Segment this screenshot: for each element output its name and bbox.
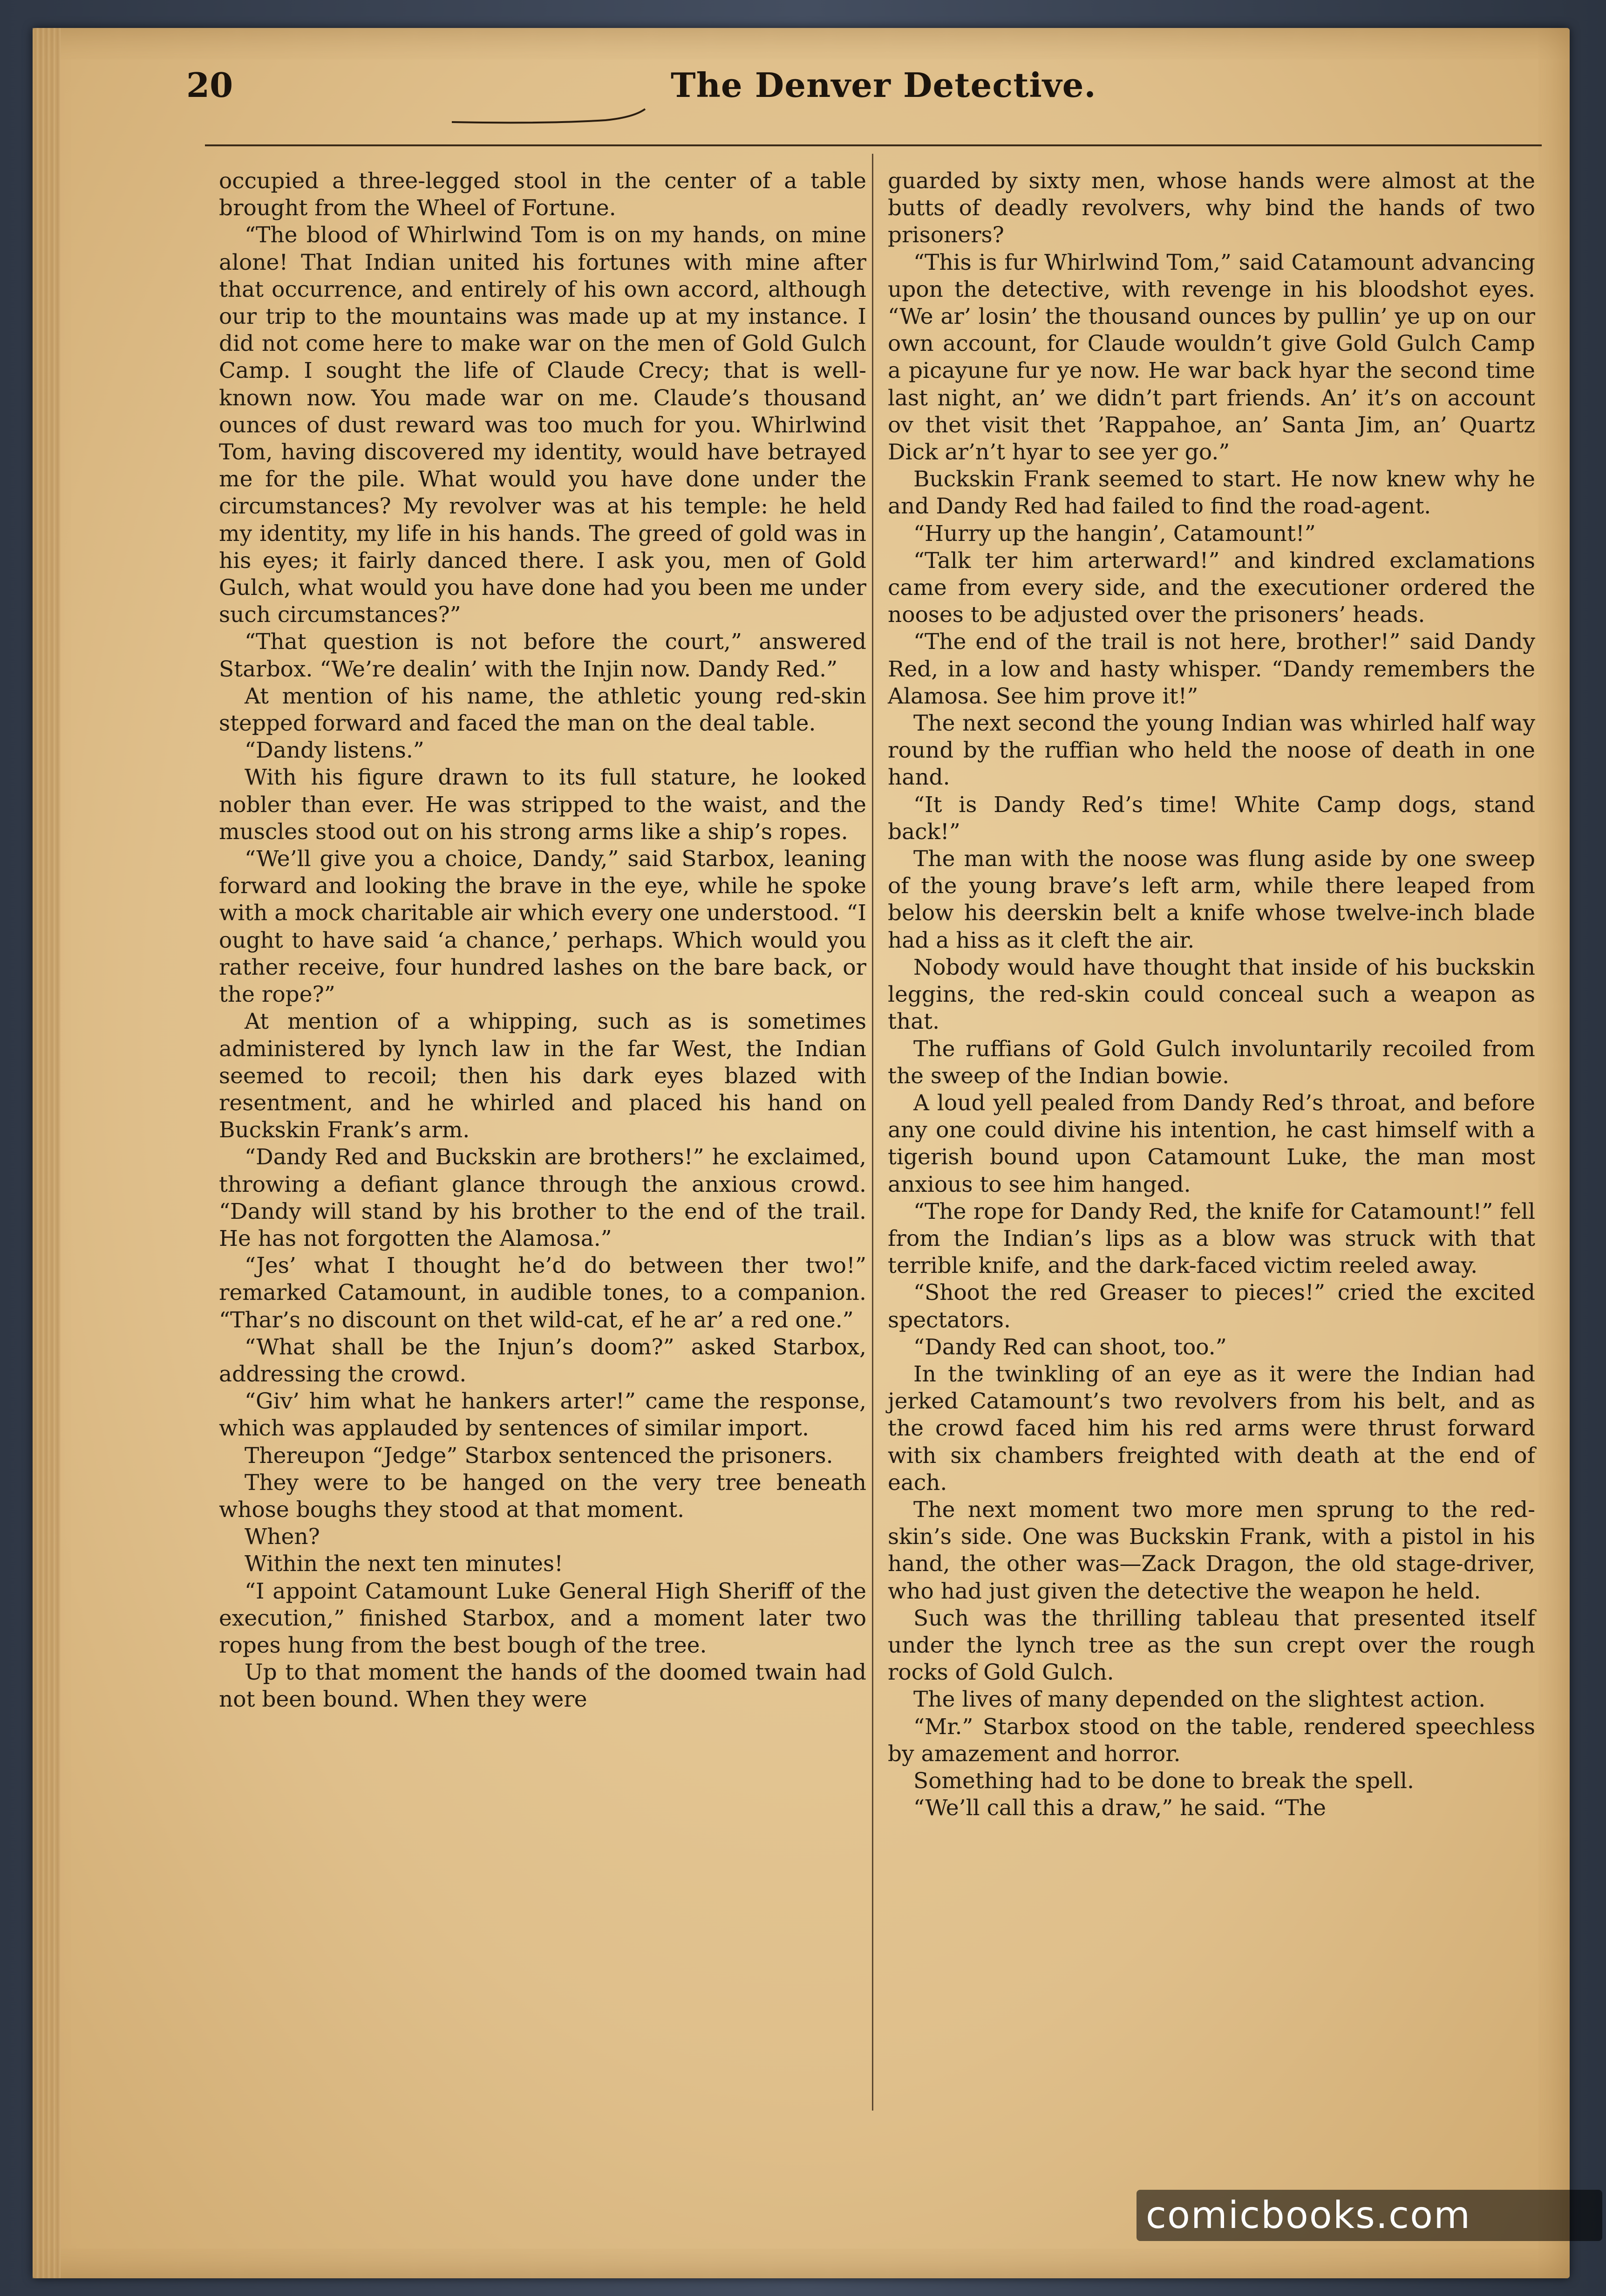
page-header xyxy=(186,56,1537,126)
paragraph: They were to be hanged on the very tree beneath whose boughs they stood at that moment. xyxy=(219,1469,866,1523)
paragraph: “That question is not before the court,” answered Starbox. “We’re dealin’ with the Injin now. Dandy Red.” xyxy=(219,629,866,682)
left-column xyxy=(219,168,866,1714)
column-divider xyxy=(872,154,873,2111)
paragraph: “The rope for Dandy Red, the knife for Catamount!” fell from the Indian’s lips as a blow was struck with that terrible knife, and the dark-faced victim reeled away. xyxy=(888,1198,1535,1279)
page-number: 20 xyxy=(186,65,233,105)
watermark xyxy=(1136,2190,1602,2241)
paragraph: Nobody would have thought that inside of his buckskin leggins, the red-skin could conceal such a weapon as that. xyxy=(888,954,1535,1035)
paragraph: occupied a three-legged stool in the center of a table brought from the Wheel of Fortune. xyxy=(219,168,866,221)
paragraph: “Shoot the red Greaser to pieces!” cried the excited spectators. xyxy=(888,1280,1535,1333)
paragraph: The next second the young Indian was whirled half way round by the ruffian who held the noose of death in one hand. xyxy=(888,711,1535,791)
paragraph: In the twinkling of an eye as it were the Indian had jerked Catamount’s two revolvers from his belt, and as the crowd faced him his red arms were thrust forward with six chambers freighted with death at the end of each. xyxy=(888,1361,1535,1496)
paragraph: Something had to be done to break the spell. xyxy=(913,1768,1414,1794)
paragraph: Buckskin Frank seemed to start. He now knew why he and Dandy Red had failed to find the road-agent. xyxy=(888,466,1535,519)
paragraph: “Dandy Red can shoot, too.” xyxy=(913,1334,1227,1360)
paragraph: Up to that moment the hands of the doomed twain had not been bound. When they were xyxy=(219,1660,866,1713)
paragraph: “I appoint Catamount Luke General High Sheriff of the execution,” finished Starbox, and a moment later two ropes hung from the best bough of the tree. xyxy=(219,1578,866,1658)
paragraph: “Talk ter him arterward!” and kindred exclamations came from every side, and the executioner ordered the nooses to be adjusted over the prisoners’ heads. xyxy=(888,547,1535,628)
running-title: The Denver Detective. xyxy=(671,65,1096,105)
paragraph: “It is Dandy Red’s time! White Camp dogs, stand back!” xyxy=(888,792,1535,845)
paragraph: “The blood of Whirlwind Tom is on my hands, on mine alone! That Indian united his fortunes with mine after that occurrence, and entirely of his own accord, although our trip to the mountains was made up at my instance. I did not come here to make war on the men of Gold Gulch Camp. I sought the life of Claude Crecy; that is well-known now. You made war on me. Claude’s thousand ounces of dust reward was too much for you. Whirlwind Tom, having discovered my identity, would have betrayed me for the pile. What would you have done under the circumstances? My revolver was at his temple: he held my identity, my life in his hands. The greed of gold was in his eyes; it fairly danced there. I ask you, men of Gold Gulch, what would you have done had you been me under such circumstances?” xyxy=(219,222,866,628)
paragraph: The man with the noose was flung aside by one sweep of the young brave’s left arm, while there leaped from below his deerskin belt a knife whose twelve-inch blade had a hiss as it cleft the air. xyxy=(888,846,1535,953)
paragraph: guarded by sixty men, whose hands were almost at the butts of deadly revolvers, why bind the hands of two prisoners? xyxy=(888,168,1535,248)
paragraph: The next moment two more men sprung to the red-skin’s side. One was Buckskin Frank, with a pistol in his hand, the other was—Zack Dragon, the old stage-driver, who had just given the detective the weapon he held. xyxy=(888,1496,1535,1604)
paragraph: “We’ll give you a choice, Dandy,” said Starbox, leaning forward and looking the brave in the eye, while he spoke with a mock charitable air which every one understood. “I ought to have said ‘a chance,’ perhaps. Which would you rather receive, four hundred lashes on the bare back, or the rope?” xyxy=(219,846,866,1008)
paragraph: The ruffians of Gold Gulch involuntarily recoiled from the sweep of the Indian bowie. xyxy=(888,1036,1535,1089)
paragraph: “Jes’ what I thought he’d do between ther two!” remarked Catamount, in audible tones, to a companion. “Thar’s no discount on thet wild-cat, ef he ar’ a red one.” xyxy=(219,1253,866,1333)
paragraph: “Dandy listens.” xyxy=(245,738,424,764)
page-edge xyxy=(33,28,61,2278)
paragraph: Thereupon “Jedge” Starbox sentenced the prisoners. xyxy=(245,1442,833,1469)
header-rule xyxy=(205,144,1542,146)
paragraph: “The end of the trail is not here, brother!” said Dandy Red, in a low and hasty whisper. “Dandy remembers the Alamosa. See him prove it!” xyxy=(888,629,1535,709)
paragraph: “Dandy Red and Buckskin are brothers!” he exclaimed, throwing a defiant glance through the anxious crowd. “Dandy will stand by his brother to the end of the trail. He has not forgotten the Alamosa.” xyxy=(219,1144,866,1251)
paragraph: “This is fur Whirlwind Tom,” said Catamount advancing upon the detective, with revenge in his bloodshot eyes. “We ar’ losin’ the thousand ounces by pullin’ ye up on our own account, for Claude wouldn’t give Gold Gulch Camp a picayune fur ye now. He war back hyar the second time last night, an’ we didn’t part friends. An’ it’s on account ov thet visit thet ’Rappahoe, an’ Santa Jim, an’ Quartz Dick ar’n’t hyar to see yer go.” xyxy=(888,249,1535,465)
header-flourish xyxy=(452,107,647,126)
right-column xyxy=(888,168,1535,1822)
paragraph: When? xyxy=(245,1524,320,1550)
paragraph: “Mr.” Starbox stood on the table, rendered speechless by amazement and horror. xyxy=(888,1714,1535,1767)
paragraph: At mention of his name, the athletic young red-skin stepped forward and faced the man on the deal table. xyxy=(219,683,866,737)
paragraph: A loud yell pealed from Dandy Red’s throat, and before any one could divine his intention, he cast himself with a tigerish bound upon Catamount Luke, the man most anxious to see him hanged. xyxy=(888,1090,1535,1197)
watermark-text: comicbooks.com xyxy=(1146,2194,1471,2237)
paragraph: At mention of a whipping, such as is sometimes administered by lynch law in the far West, the Indian seemed to recoil; then his dark eyes blazed with resentment, and he whirled and placed his hand on Buckskin Frank’s arm. xyxy=(219,1009,866,1143)
paragraph: With his figure drawn to its full stature, he looked nobler than ever. He was stripped to the waist, and the muscles stood out on his strong arms like a ship’s ropes. xyxy=(219,765,866,845)
paragraph: “Giv’ him what he hankers arter!” came the response, which was applauded by sentences of similar import. xyxy=(219,1388,866,1442)
paragraph: “What shall be the Injun’s doom?” asked Starbox, addressing the crowd. xyxy=(219,1334,866,1387)
paragraph: “We’ll call this a draw,” he said. “The xyxy=(913,1795,1326,1821)
paragraph: “Hurry up the hangin’, Catamount!” xyxy=(913,520,1316,547)
paragraph: The lives of many depended on the slightest action. xyxy=(913,1687,1486,1713)
paragraph: Within the next ten minutes! xyxy=(245,1551,564,1577)
paragraph: Such was the thrilling tableau that presented itself under the lynch tree as the sun crept over the rough rocks of Gold Gulch. xyxy=(888,1605,1535,1686)
